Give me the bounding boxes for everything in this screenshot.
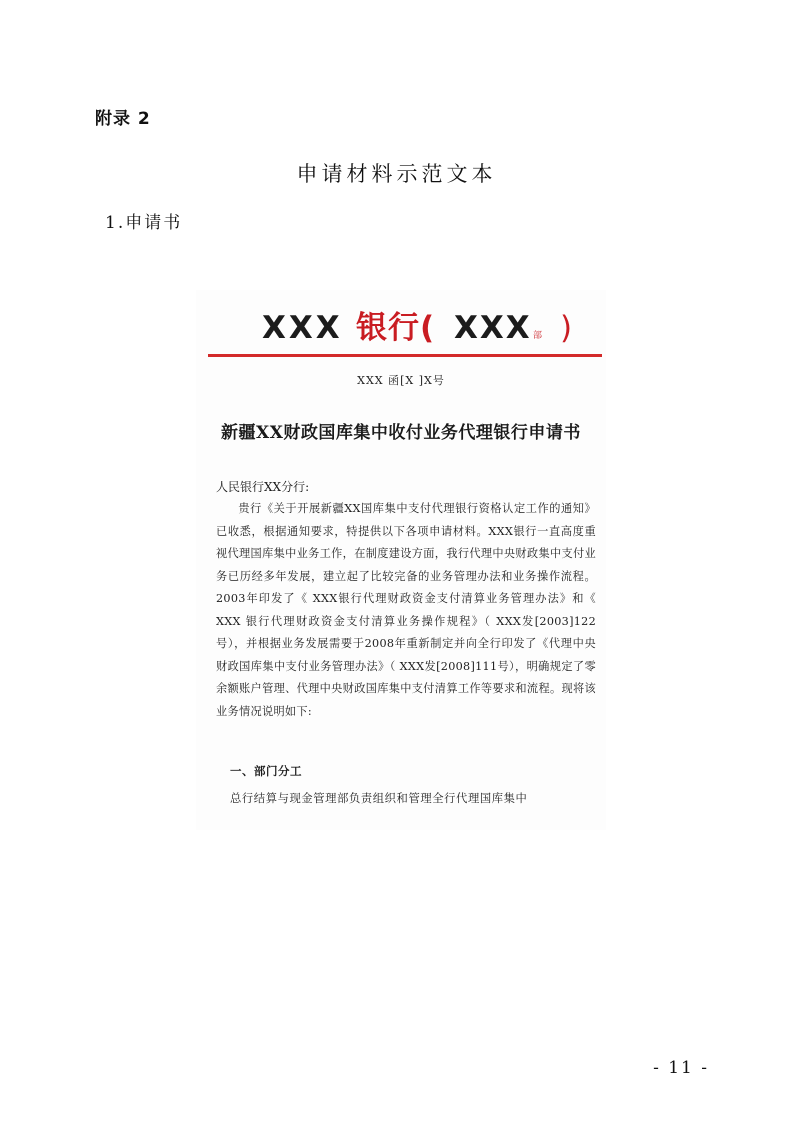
letterhead-red-rule [208, 354, 602, 357]
document-title: 申请材料示范文本 [296, 162, 497, 186]
letterhead-bank: 银行( [356, 310, 436, 346]
letterhead-part-a: XXX [262, 310, 343, 346]
document-number: XXX 函[X ]X号 [357, 374, 445, 387]
letter-body: 贵行《关于开展新疆XX国库集中支付代理银行资格认定工作的通知》已收悉，根据通知要求，特提供以下各项申请材料。XXX银行一直高度重视代理国库集中业务工作，在制度建设方面，我行代理中央财政集中支付业务已历经多年发展，建立起了比较完备的业务管理办法和业务操作流程。2003年印发了《 XXX银行代理财政资金支付清算业务管理办法》和《 XXX 银行代理财政资金支付清算业务操作规程》（ XXX发[2003]122号），并根据业务发展需要于2008年重新制定并向全行印发了《代理中央财政国库集中支付业务管理办法》（ XXX发[2008]111号），明确规定了零余额账户管理、代理中央财政国库集中支付清算工作等要求和流程。现将该业务情况说明如下: [216, 502, 596, 718]
section-heading: 一、部门分工 [230, 764, 302, 778]
letterhead-part-c: XXX [454, 310, 532, 346]
page-number: - 11 - [653, 1058, 709, 1078]
letterhead-close: ) [560, 310, 573, 346]
scanned-application-letter [196, 290, 606, 830]
appendix-label: 附录 2 [95, 109, 151, 129]
section-text: 总行结算与现金管理部负责组织和管理全行代理国库集中 [230, 792, 528, 805]
addressee: 人民银行XX分行: [216, 480, 310, 494]
letter-title: 新疆XX财政国库集中收付业务代理银行申请书 [221, 423, 581, 443]
letterhead-sub: 部 [533, 331, 543, 341]
section-label: 1.申请书 [105, 213, 183, 233]
letterhead [196, 306, 606, 350]
